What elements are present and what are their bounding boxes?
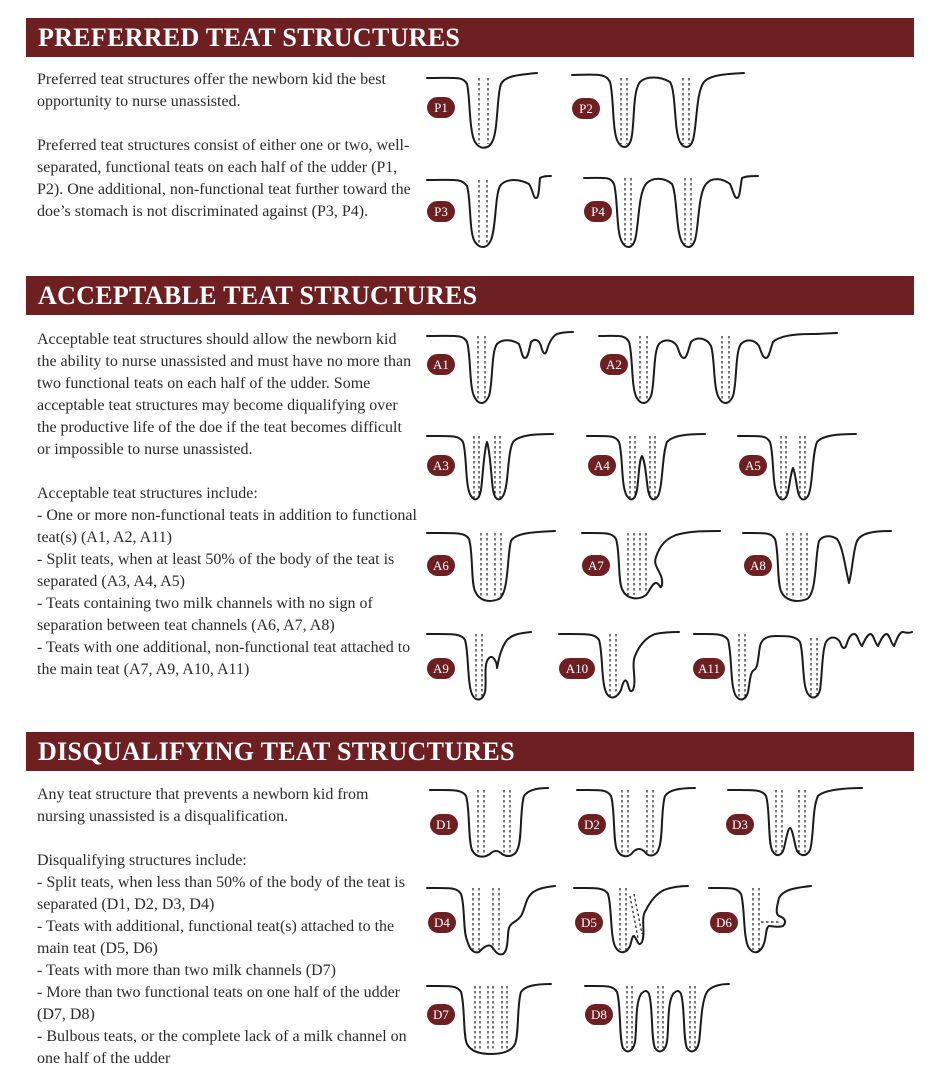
teat-diagram-p4 <box>582 170 787 250</box>
teat-diagram-a11 <box>692 628 914 708</box>
figure-a5 <box>736 430 861 505</box>
figure-a9 <box>425 628 535 708</box>
label-d7: D7 <box>427 1004 455 1025</box>
label-d8: D8 <box>585 1004 613 1025</box>
disqualifying-paragraph-1: Any teat structure that prevents a newborn kid from nursing unassisted is a disqualification. <box>37 786 369 825</box>
figure-d7 <box>425 980 555 1060</box>
label-a9: A9 <box>427 658 455 679</box>
figure-a1 <box>425 328 575 408</box>
figure-a4 <box>585 430 710 505</box>
figure-p1 <box>425 70 545 150</box>
disqualifying-list-item-5: - Bulbous teats, or the complete lack of a milk channel on one half of the udder <box>37 1028 407 1067</box>
label-a7: A7 <box>582 555 610 576</box>
disqualifying-list-intro: Disqualifying structures include: <box>37 852 247 869</box>
label-p2: P2 <box>572 98 600 119</box>
figure-d5 <box>572 882 692 962</box>
figure-a7 <box>580 527 725 607</box>
label-d3: D3 <box>726 814 754 835</box>
figure-p4 <box>582 170 787 250</box>
acceptable-list-intro: Acceptable teat structures include: <box>37 485 258 502</box>
figure-a10 <box>557 628 682 708</box>
label-a3: A3 <box>427 455 455 476</box>
label-d4: D4 <box>428 912 456 933</box>
figure-p2 <box>570 70 750 150</box>
label-a4: A4 <box>588 455 616 476</box>
label-d2: D2 <box>578 814 606 835</box>
figure-p3 <box>425 170 555 250</box>
label-a10: A10 <box>559 658 595 679</box>
preferred-section-title: PREFERRED TEAT STRUCTURES <box>38 23 461 52</box>
acceptable-paragraph-1: Acceptable teat structures should allow the newborn kid the ability to nurse unassisted and must have no more than two functional teats on each half of the udder. Some acceptable teat structures may become diqualifying over the productive life of the doe if the teat becomes difficult or impossible to nurse unassisted. <box>37 331 412 458</box>
figure-d2 <box>575 784 700 864</box>
teat-diagram-a2 <box>597 328 842 408</box>
acceptable-list-item-4: - Teats with one additional, non-functional teat attached to the main teat (A7, A9, A10, A11) <box>37 639 411 678</box>
figure-a11 <box>692 628 914 708</box>
label-d6: D6 <box>710 912 738 933</box>
disqualifying-section-header <box>26 732 914 771</box>
acceptable-list-item-3: - Teats containing two milk channels with no sign of separation between teat channels (A6, A7, A8) <box>37 595 373 634</box>
acceptable-list-item-1: - One or more non-functional teats in addition to functional teat(s) (A1, A2, A11) <box>37 507 417 546</box>
acceptable-section-header <box>26 276 914 315</box>
figure-a2 <box>597 328 842 408</box>
label-a8: A8 <box>744 555 772 576</box>
preferred-section-header <box>26 18 914 57</box>
figure-d6 <box>707 882 817 962</box>
label-a2: A2 <box>600 354 628 375</box>
figure-d4 <box>425 882 560 962</box>
figure-d1 <box>428 784 553 864</box>
disqualifying-list-item-1: - Split teats, when less than 50% of the body of the teat is separated (D1, D2, D3, D4) <box>37 874 405 913</box>
acceptable-list-item-2: - Split teats, when at least 50% of the body of the teat is separated (A3, A4, A5) <box>37 551 395 590</box>
label-a6: A6 <box>427 555 455 576</box>
disqualifying-section-title: DISQUALIFYING TEAT STRUCTURES <box>38 737 515 766</box>
figure-d3 <box>726 784 866 864</box>
label-p4: P4 <box>584 201 612 222</box>
acceptable-section-title: ACCEPTABLE TEAT STRUCTURES <box>38 281 478 310</box>
label-a5: A5 <box>739 455 767 476</box>
label-p3: P3 <box>427 201 455 222</box>
preferred-paragraph-1: Preferred teat structures offer the newborn kid the best opportunity to nurse unassisted. <box>37 71 386 110</box>
preferred-description <box>37 69 417 223</box>
disqualifying-list-item-3: - Teats with more than two milk channels (D7) <box>37 962 336 979</box>
label-d5: D5 <box>575 912 603 933</box>
figure-a8 <box>741 527 896 607</box>
label-d1: D1 <box>430 814 458 835</box>
disqualifying-list-item-2: - Teats with additional, functional teat(s) attached to the main teat (D5, D6) <box>37 918 395 957</box>
label-p1: P1 <box>427 97 455 118</box>
disqualifying-description <box>37 784 417 1070</box>
preferred-paragraph-2: Preferred teat structures consist of either one or two, well-separated, functional teats on each half of the udder (P1, P2). One additional, non-functional teat further toward the doe’s stomach is not discriminated against (P3, P4). <box>37 137 411 220</box>
disqualifying-list-item-4: - More than two functional teats on one half of the udder (D7, D8) <box>37 984 400 1023</box>
figure-a3 <box>425 430 560 505</box>
figure-d8 <box>583 980 733 1060</box>
acceptable-description <box>37 329 417 681</box>
figure-a6 <box>425 527 560 607</box>
label-a1: A1 <box>427 354 455 375</box>
label-a11: A11 <box>693 658 725 679</box>
